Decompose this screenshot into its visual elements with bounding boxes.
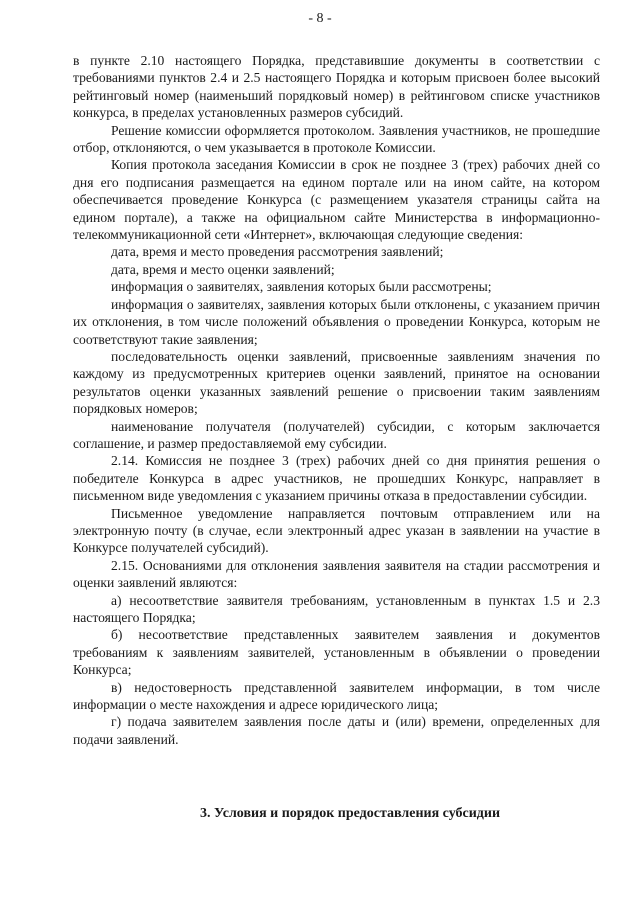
list-item-a: а) несоответствие заявителя требованиям, установленным в пунктах 1.5 и 2.3 настоящего Порядка; — [73, 592, 600, 625]
paragraph-protocol-copy: Копия протокола заседания Комиссии в срок не позднее 3 (трех) рабочих дней со дня его подписания размещается на едином портале или на ином сайте, на котором обеспечивается проведение Конкурса (с размещением указателя страницы сайта на едином портале), а также на официальном сайте Министерства в информационно-телекоммуникационной сети «Интернет», включающая следующие сведения: — [73, 157, 600, 243]
list-item-rejected-applicants: информация о заявителях, заявления которых были отклонены, с указанием причин их отклонения, в том числе положений объявления о проведении Конкурса, которым не соответствуют такие заявления; — [73, 296, 600, 347]
paragraph-2-14: 2.14. Комиссия не позднее 3 (трех) рабочих дней со дня принятия решения о победителе Конкурса в адрес участников, не прошедших Конкурс, направляет в письменном виде уведомления с указанием причины отказа в предоставлении субсидии. — [73, 453, 600, 504]
list-item-evaluation-sequence: последовательность оценки заявлений, присвоенные заявлениям значения по каждому из предусмотренных критериев оценки заявлений, принятое на основании результатов оценки указанных заявлений решение о присвоении таким заявлениям порядковых номеров; — [73, 348, 600, 417]
list-item-v: в) недостоверность представленной заявителем информации, в том числе информации о месте нахождения и адресе юридического лица; — [73, 679, 600, 713]
list-item-recipient-name: наименование получателя (получателей) субсидии, с которым заключается соглашение, и размер предоставляемой ему субсидии. — [73, 418, 600, 451]
list-item-g: г) подача заявителем заявления после даты и (или) времени, определенных для подачи заявлений. — [73, 714, 600, 747]
paragraph-commission-decision: Решение комиссии оформляется протоколом. Заявления участников, не прошедшие отбор, отклоняются, о чем указывается в протоколе Комиссии. — [73, 122, 600, 156]
document-body — [73, 52, 600, 748]
paragraph-continuation: в пункте 2.10 настоящего Порядка, представившие документы в соответствии с требованиями пунктов 2.4 и 2.5 настоящего Порядка и которым присвоен более высокий рейтинговый номер (наименьший порядковый номер) в рейтинговом списке участников конкурса, в пределах установленных размеров субсидий. — [73, 53, 600, 121]
list-item-review-date: дата, время и место проведения рассмотрения заявлений; — [111, 244, 444, 260]
section-heading: 3. Условия и порядок предоставления субсидии — [199, 806, 501, 821]
list-item-evaluation-date: дата, время и место оценки заявлений; — [111, 261, 335, 277]
paragraph-written-notice: Письменное уведомление направляется почтовым отправлением или на электронную почту (в случае, если электронный адрес указан в заявлении на участие в Конкурсе получателей субсидий). — [73, 505, 600, 556]
list-item-reviewed-applicants: информация о заявителях, заявления которых были рассмотрены; — [111, 279, 492, 295]
paragraph-2-15: 2.15. Основаниями для отклонения заявления заявителя на стадии рассмотрения и оценки заявлений являются: — [73, 557, 600, 591]
page-number: - 8 - — [308, 11, 332, 26]
list-item-b: б) несоответствие представленных заявителем заявления и документов требованиям к заявлениям заявителей, установленным в объявлении о проведении Конкурса; — [73, 627, 600, 678]
